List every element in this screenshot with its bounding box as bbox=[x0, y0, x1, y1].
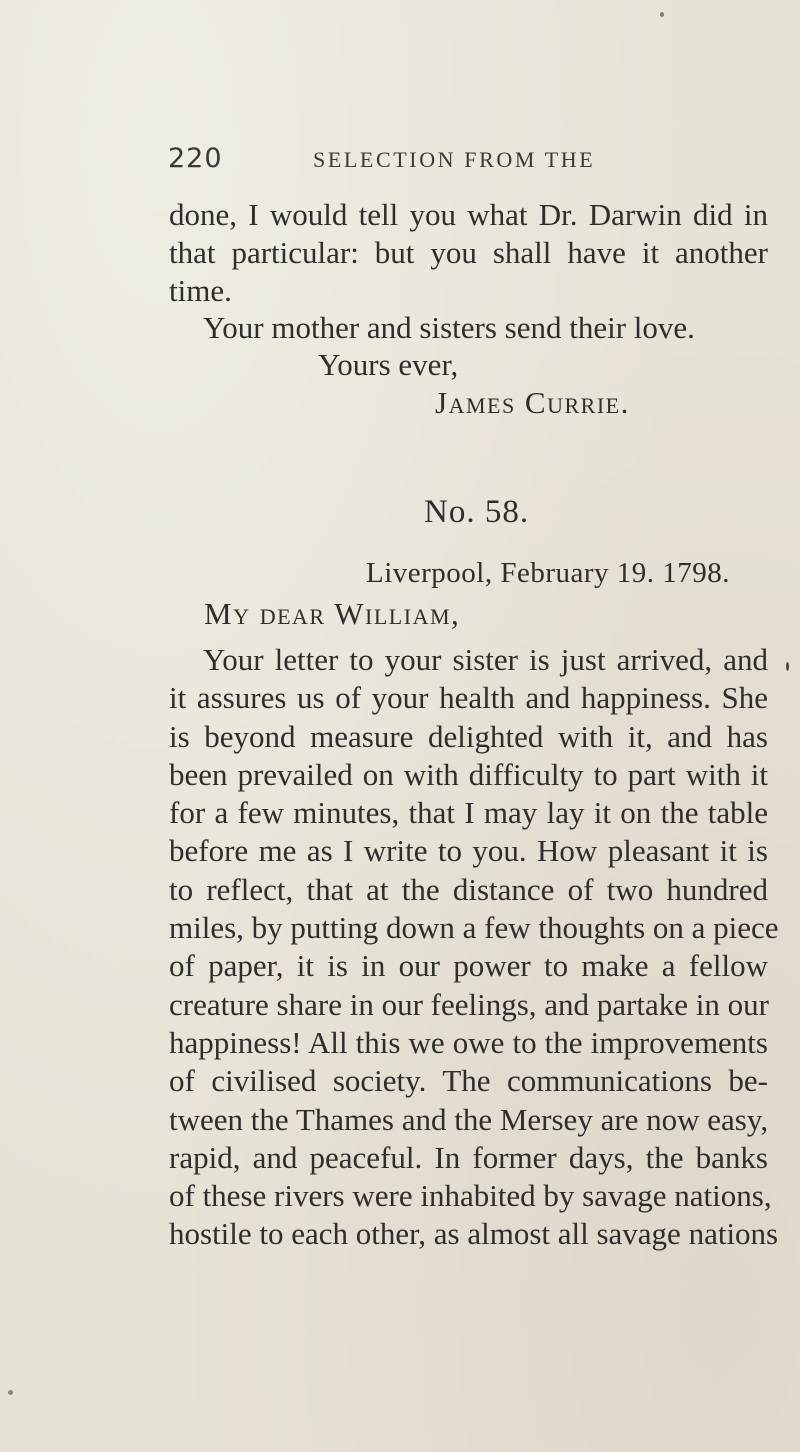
text-line: hostile to each other, as almost all savage nations bbox=[169, 1216, 779, 1252]
text-line: rapid, and peaceful. In former days, the banks bbox=[169, 1139, 768, 1175]
signature: James Currie. bbox=[435, 385, 630, 420]
valediction: Yours ever, bbox=[318, 347, 459, 382]
text-line: Your letter to your sister is just arrived, and bbox=[203, 642, 768, 677]
letter-body bbox=[169, 641, 779, 1254]
page-number: 220 bbox=[168, 143, 223, 174]
text-line: of these rivers were inhabited by savage nations, bbox=[169, 1178, 772, 1214]
text-line: been prevailed on with difficulty to part with it bbox=[169, 756, 768, 792]
dateline: Liverpool, February 19. 1798. bbox=[366, 557, 731, 589]
paper-speck bbox=[786, 662, 789, 671]
text-line: for a few minutes, that I may lay it on the table bbox=[169, 795, 768, 831]
text-line: of civilised society. The communications be- bbox=[169, 1063, 768, 1099]
salutation: My dear William, bbox=[204, 596, 461, 631]
text-line: it assures us of your health and happiness. She bbox=[169, 680, 768, 716]
text-line: miles, by putting down a few thoughts on a piece bbox=[169, 910, 779, 946]
text-line: before me as I write to you. How pleasant it is bbox=[169, 833, 768, 869]
previous-letter-ending bbox=[169, 196, 768, 310]
running-head: SELECTION FROM THE bbox=[313, 147, 596, 172]
letter-number: No. 58. bbox=[424, 494, 530, 530]
paper-speck bbox=[8, 1390, 13, 1395]
text-line: creature share in our feelings, and partake in our bbox=[169, 986, 769, 1022]
text-line: tween the Thames and the Mersey are now easy, bbox=[169, 1101, 769, 1137]
text-line: done, I would tell you what Dr. Darwin did in bbox=[169, 197, 768, 232]
closing-line: Your mother and sisters send their love. bbox=[203, 310, 695, 345]
paper-speck bbox=[660, 12, 664, 17]
text-line: is beyond measure delighted with it, and has bbox=[169, 718, 768, 754]
text-line: happiness! All this we owe to the improvements bbox=[169, 1024, 768, 1060]
page-header bbox=[168, 143, 768, 183]
text-line: that particular: but you shall have it another bbox=[169, 235, 768, 270]
text-line: of paper, it is in our power to make a fellow bbox=[169, 948, 768, 984]
text-line: to reflect, that at the distance of two hundred bbox=[169, 871, 768, 907]
text-line: time. bbox=[169, 273, 232, 308]
